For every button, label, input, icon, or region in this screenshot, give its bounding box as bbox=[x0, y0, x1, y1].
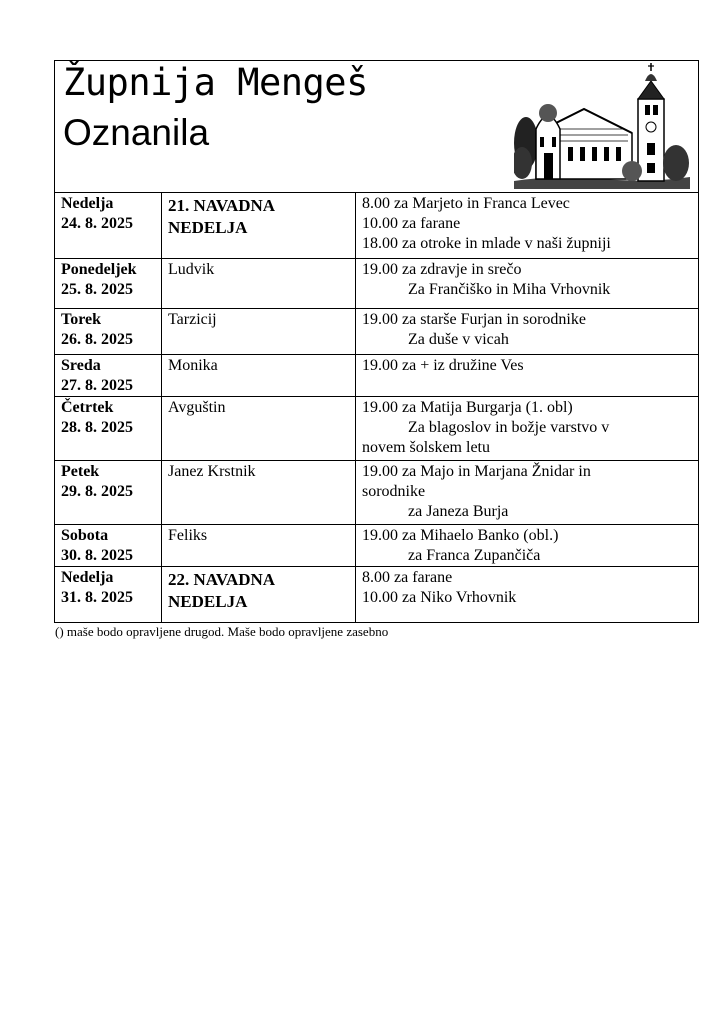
day-cell bbox=[55, 461, 162, 525]
mass-intention: 19.00 za Mihaelo Banko (obl.) bbox=[362, 527, 559, 544]
mass-intention: 8.00 za farane bbox=[362, 569, 453, 586]
schedule-row bbox=[55, 355, 699, 397]
mass-intention: 10.00 za farane bbox=[362, 215, 461, 232]
weekday-label: Torek bbox=[61, 311, 102, 328]
masses-cell bbox=[356, 309, 699, 355]
day-cell bbox=[55, 525, 162, 567]
date-label: 27. 8. 2025 bbox=[61, 377, 133, 394]
masses-cell bbox=[356, 259, 699, 309]
day-cell bbox=[55, 397, 162, 461]
bulletin-header bbox=[54, 60, 699, 192]
bulletin-title: Oznanila bbox=[63, 112, 210, 153]
masses-cell bbox=[356, 397, 699, 461]
masses-cell bbox=[356, 525, 699, 567]
schedule-row bbox=[55, 567, 699, 623]
mass-intention: Za Frančiško in Miha Vrhovnik bbox=[408, 281, 611, 298]
mass-intention: 19.00 za Majo in Marjana Žnidar in bbox=[362, 463, 591, 480]
mass-intention: 19.00 za Matija Burgarja (1. obl) bbox=[362, 399, 573, 416]
weekday-label: Četrtek bbox=[61, 399, 114, 416]
day-cell bbox=[55, 193, 162, 259]
date-label: 24. 8. 2025 bbox=[61, 215, 133, 232]
masses-cell bbox=[356, 567, 699, 623]
schedule-row bbox=[55, 525, 699, 567]
mass-intention: 19.00 za + iz družine Ves bbox=[362, 357, 524, 374]
mass-intention: 10.00 za Niko Vrhovnik bbox=[362, 589, 517, 606]
masses-cell bbox=[356, 461, 699, 525]
masses-cell bbox=[356, 193, 699, 259]
mass-intention: sorodnike bbox=[362, 483, 426, 500]
date-label: 28. 8. 2025 bbox=[61, 419, 133, 436]
mass-intention: 8.00 za Marjeto in Franca Levec bbox=[362, 195, 570, 212]
weekday-label: Ponedeljek bbox=[61, 261, 137, 278]
mass-intention: za Franca Zupančiča bbox=[408, 547, 541, 564]
mass-intention: 18.00 za otroke in mlade v naši župniji bbox=[362, 235, 611, 252]
masses-cell bbox=[356, 355, 699, 397]
mass-intention: za Janeza Burja bbox=[408, 503, 509, 520]
mass-intention: novem šolskem letu bbox=[362, 439, 490, 456]
saint-cell: Janez Krstnik bbox=[162, 461, 356, 525]
schedule-row bbox=[55, 193, 699, 259]
date-label: 30. 8. 2025 bbox=[61, 547, 133, 564]
bulletin-document bbox=[54, 60, 699, 640]
mass-intention: 19.00 za starše Furjan in sorodnike bbox=[362, 311, 586, 328]
mass-intention: 19.00 za zdravje in srečo bbox=[362, 261, 522, 278]
saint-cell: Avguštin bbox=[162, 397, 356, 461]
date-label: 29. 8. 2025 bbox=[61, 483, 133, 500]
saint-cell: 21. NAVADNA NEDELJA bbox=[162, 193, 356, 259]
saint-cell: Monika bbox=[162, 355, 356, 397]
schedule-row bbox=[55, 259, 699, 309]
mass-intention: Za blagoslov in božje varstvo v bbox=[408, 419, 610, 436]
weekday-label: Nedelja bbox=[61, 569, 114, 586]
mass-schedule-table bbox=[54, 192, 699, 623]
day-cell bbox=[55, 259, 162, 309]
date-label: 26. 8. 2025 bbox=[61, 331, 133, 348]
weekday-label: Sobota bbox=[61, 527, 109, 544]
saint-cell: Feliks bbox=[162, 525, 356, 567]
weekday-label: Nedelja bbox=[61, 195, 114, 212]
schedule-row bbox=[55, 461, 699, 525]
date-label: 25. 8. 2025 bbox=[61, 281, 133, 298]
saint-cell: Ludvik bbox=[162, 259, 356, 309]
footnote: () maše bodo opravljene drugod. Maše bodo opravljene zasebno bbox=[55, 624, 389, 639]
saint-cell: Tarzicij bbox=[162, 309, 356, 355]
weekday-label: Petek bbox=[61, 463, 100, 480]
parish-name: Župnija Mengeš bbox=[63, 61, 368, 104]
church-illustration bbox=[514, 63, 690, 189]
day-cell bbox=[55, 355, 162, 397]
weekday-label: Sreda bbox=[61, 357, 101, 374]
mass-intention: Za duše v vicah bbox=[408, 331, 509, 348]
schedule-row bbox=[55, 397, 699, 461]
saint-cell: 22. NAVADNA NEDELJA bbox=[162, 567, 356, 623]
day-cell bbox=[55, 567, 162, 623]
schedule-row bbox=[55, 309, 699, 355]
date-label: 31. 8. 2025 bbox=[61, 589, 133, 606]
day-cell bbox=[55, 309, 162, 355]
